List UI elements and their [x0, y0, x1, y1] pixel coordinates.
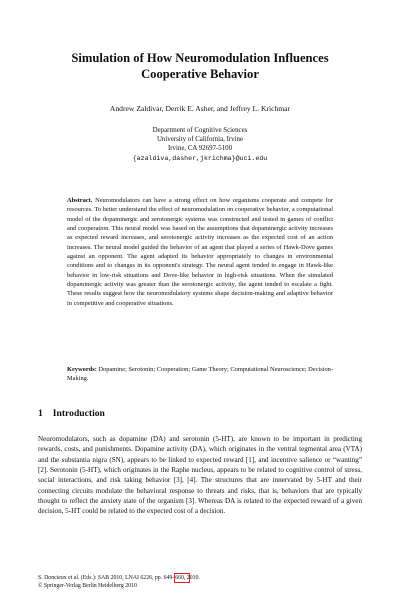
section-title: Introduction: [52, 408, 105, 419]
citation-suffix: , 2010.: [183, 575, 200, 581]
title-line-2: Cooperative Behavior: [141, 67, 259, 81]
abstract: [67, 196, 333, 308]
keywords: [67, 365, 333, 384]
university: University of California, Irvine: [156, 136, 244, 144]
keywords-label: Keywords:: [67, 366, 97, 373]
section-heading: [38, 408, 105, 419]
keywords-text: Dopamine; Serotonin; Cooperation; Game Theory; Computational Neuroscience; Decision-Making.: [67, 366, 333, 383]
page-footer: [38, 574, 200, 591]
paper-title: [30, 50, 370, 82]
highlight-box: [174, 573, 190, 583]
section-number: 1: [38, 408, 43, 419]
affiliation-block: [30, 126, 370, 163]
page-range-end-text: 660: [175, 575, 184, 581]
page-range-end[interactable]: [175, 575, 184, 581]
email: {azaldiva,dasher,jkrichma}@uci.edu: [132, 154, 268, 162]
citation-line: [38, 574, 200, 582]
abstract-label: Abstract.: [67, 197, 93, 204]
department: Department of Cognitive Sciences: [152, 127, 248, 134]
abstract-text: Neuromodulators can have a strong effect on how organisms cooperate and compete for resources. To better understand the effect of neuromodulation on cooperative behavior, a computational model of the dopaminergic and serotonergic systems was constructed and tested in games of conflict and cooperation. This neural model was based on the assumptions that dopaminergic activity increases as expected reward increases, and serotonergic activity increases as the expected cost of an action increases. The neural model guided the behavior of an agent that played a series of Hawk-Dove games against an opponent. The agent adapted its behavior appropriately to changes in environmental conditions and to changes in its opponent's strategy. The neural agent tended to engage in Hawk-like behavior in low-risk situations and Dove-like behavior in high-risk situations. When the simulated dopaminergic activity was greater than the serotonergic activity, the agent tended to escalate a fight. These results suggest how the neuromodulatory systems shape decision-making and adaptive behavior in competitive and cooperative situations.: [67, 197, 333, 307]
copyright-line: © Springer-Verlag Berlin Heidelberg 2010: [38, 583, 137, 590]
address: Irvine, CA 92697-5100: [167, 145, 233, 153]
citation-prefix: S. Doncieux et al. (Eds.): SAB 2010, LNAI 6226, pp. 649–: [38, 575, 176, 581]
title-line-1: Simulation of How Neuromodulation Influences: [71, 51, 329, 65]
intro-paragraph: Neuromodulators, such as dopamine (DA) and serotonin (5-HT), are known to be important in predicting rewards, costs, and punishments. Dopamine activity (DA), which originates in the ventral tegmental area (VTA) and the substantia nigra (SN), appears to be linked to expected reward [1], and incentive salience or “wanting” [2]. Serotonin (5-HT), which originates in the Raphe nucleus, appears to be related to cognitive control of stress, social interactions, and risk taking behavior [3], [4]. The structures that are innervated by 5-HT and their connecting circuits modulate the behavioral response to threats and risks, that is, behaviors that are typically thought to reflect the anxiety state of the organism [3]. Whereas DA is related to the expected reward of a given decision, 5-HT could be related to the expected cost of a decision.: [38, 435, 362, 516]
author-list: Andrew Zaldivar, Derrik E. Asher, and Jeffrey L. Krichmar: [109, 104, 291, 113]
